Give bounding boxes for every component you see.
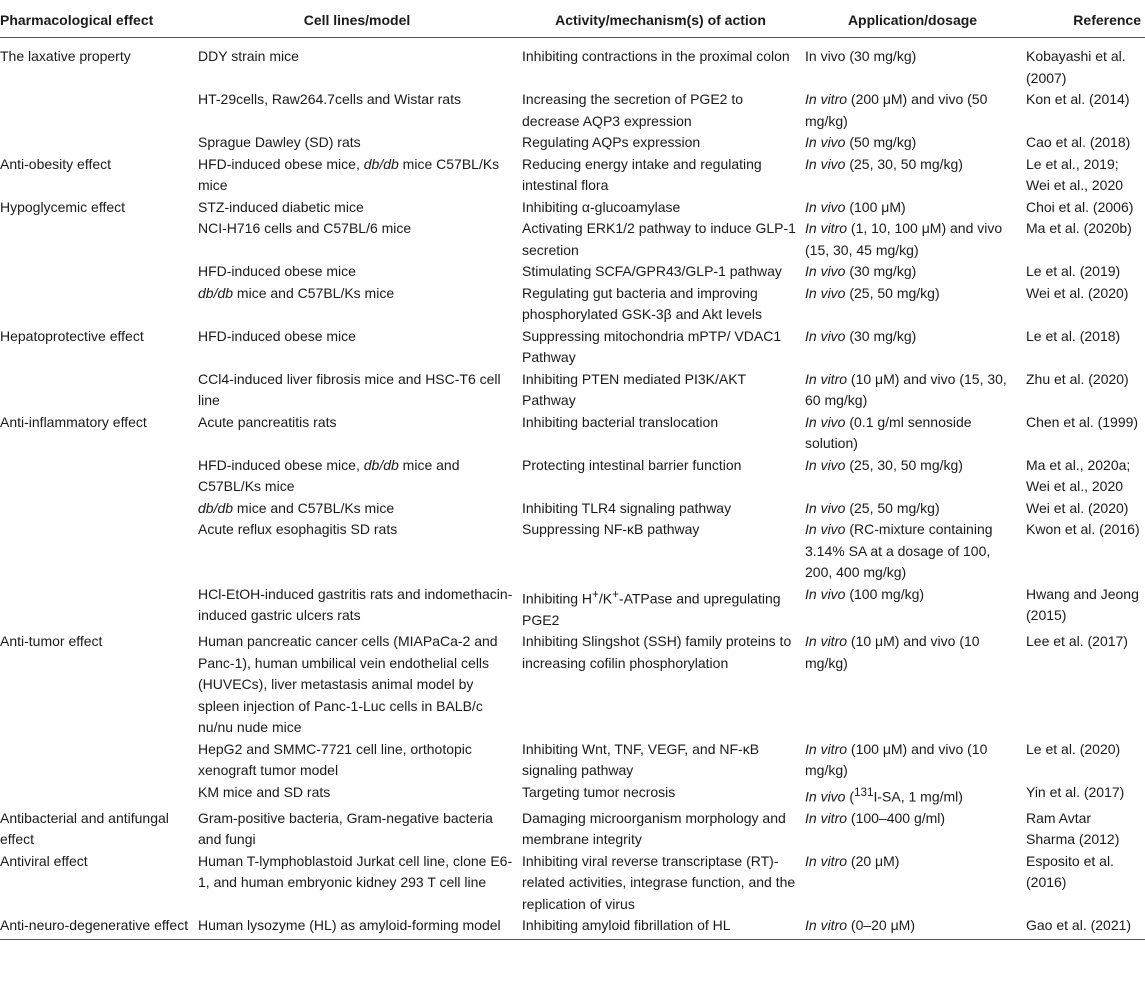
- cell-effect: Anti-obesity effect: [0, 155, 112, 172]
- cell-effect: [0, 283, 195, 326]
- cell-dosage: In vivo (0.1 g/ml sennoside solution): [805, 413, 972, 451]
- cell-mechanism: Stimulating SCFA/GPR43/GLP-1 pathway: [522, 263, 782, 279]
- cell-dosage: In vitro (10 μM) and vivo (10 mg/kg): [805, 633, 980, 671]
- cell-effect: [0, 132, 195, 154]
- cell-effect: [0, 782, 195, 808]
- cell-reference: Esposito et al. (2016): [1026, 852, 1114, 891]
- cell-model: Human T-lymphoblastoid Jurkat cell line, clone E6-1, and human embryonic kidney 293 T cell line: [198, 852, 513, 891]
- cell-model: Acute reflux esophagitis SD rats: [198, 521, 398, 537]
- table-row: [0, 412, 1145, 455]
- cell-effect: Hypoglycemic effect: [0, 198, 126, 215]
- table-row: [0, 218, 1145, 261]
- table-row: [0, 915, 1145, 939]
- cell-effect: Hepatoprotective effect: [0, 327, 144, 344]
- cell-mechanism: Activating ERK1/2 pathway to induce GLP-1 secretion: [522, 220, 796, 258]
- cell-mechanism: Inhibiting bacterial translocation: [522, 413, 719, 430]
- cell-reference: Lee et al. (2017): [1026, 633, 1128, 650]
- cell-mechanism: Inhibiting TLR4 signaling pathway: [522, 499, 732, 516]
- table-row: [0, 782, 1145, 808]
- cell-dosage: In vitro (0–20 μM): [802, 915, 1023, 939]
- cell-dosage: In vivo (25, 50 mg/kg): [805, 284, 940, 301]
- cell-reference: Chen et al. (1999): [1026, 413, 1139, 430]
- cell-effect: [0, 519, 195, 584]
- cell-mechanism: Protecting intestinal barrier function: [522, 456, 742, 473]
- cell-mechanism: Inhibiting H+/K+-ATPase and upregulating PGE2: [522, 587, 781, 628]
- cell-mechanism: Inhibiting viral reverse transcriptase (RT)-related activities, integrase function, and the replication of virus: [522, 852, 796, 912]
- table-row: [0, 261, 1145, 283]
- cell-mechanism: Inhibiting PTEN mediated PI3K/AKT Pathway: [522, 370, 746, 408]
- cell-effect: [0, 369, 195, 412]
- cell-dosage: In vivo (25, 30, 50 mg/kg): [805, 456, 963, 473]
- cell-mechanism: Inhibiting α-glucoamylase: [522, 198, 681, 215]
- cell-model: HCl-EtOH-induced gastritis rats and indomethacin-induced gastric ulcers rats: [198, 585, 513, 623]
- cell-effect: Anti-neuro-degenerative effect: [0, 915, 195, 939]
- cell-effect: The laxative property: [0, 48, 131, 64]
- cell-reference: Kon et al. (2014): [1026, 91, 1130, 107]
- cell-model: Sprague Dawley (SD) rats: [198, 134, 361, 150]
- cell-reference: Le et al. (2020): [1026, 740, 1121, 757]
- table-row: [0, 38, 1145, 90]
- table-row: [0, 808, 1145, 851]
- cell-mechanism: Suppressing NF-κB pathway: [522, 521, 700, 537]
- cell-dosage: In vitro (20 μM): [805, 852, 900, 869]
- cell-model: db/db mice and C57BL/Ks mice: [198, 284, 395, 301]
- cell-reference: Yin et al. (2017): [1026, 783, 1125, 800]
- cell-model: HFD-induced obese mice: [198, 263, 356, 279]
- header-dosage: Application/dosage: [802, 0, 1023, 38]
- cell-effect: [0, 261, 195, 283]
- cell-model: KM mice and SD rats: [198, 783, 331, 800]
- cell-model: Human lysozyme (HL) as amyloid-forming model: [195, 915, 519, 939]
- header-reference: Reference: [1023, 0, 1145, 38]
- cell-dosage: In vitro (1, 10, 100 μM) and vivo (15, 30, 45 mg/kg): [805, 220, 1003, 258]
- cell-dosage: In vivo (50 mg/kg): [805, 134, 917, 150]
- table-row: [0, 132, 1145, 154]
- cell-reference: Hwang and Jeong (2015): [1026, 585, 1139, 623]
- cell-mechanism: Regulating gut bacteria and improving phosphorylated GSK-3β and Akt levels: [522, 284, 762, 322]
- cell-reference: Le et al., 2019; Wei et al., 2020: [1026, 155, 1124, 193]
- cell-dosage: In vivo (25, 30, 50 mg/kg): [805, 155, 963, 172]
- cell-reference: Ma et al., 2020a; Wei et al., 2020: [1026, 456, 1131, 494]
- cell-model: NCI-H716 cells and C57BL/6 mice: [198, 220, 412, 236]
- cell-mechanism: Inhibiting amyloid fibrillation of HL: [519, 915, 802, 939]
- cell-mechanism: Regulating AQPs expression: [522, 134, 701, 150]
- cell-mechanism: Targeting tumor necrosis: [522, 783, 676, 800]
- cell-dosage: In vivo (RC-mixture containing 3.14% SA at a dosage of 100, 200, 400 mg/kg): [805, 521, 993, 580]
- header-mechanism: Activity/mechanism(s) of action: [519, 0, 802, 38]
- cell-model: HFD-induced obese mice, db/db mice and C57BL/Ks mice: [198, 456, 460, 494]
- cell-reference: Le et al. (2019): [1026, 263, 1121, 279]
- table-row: [0, 154, 1145, 197]
- cell-effect: [0, 455, 195, 498]
- cell-reference: Ram Avtar Sharma (2012): [1026, 809, 1120, 848]
- cell-mechanism: Inhibiting Wnt, TNF, VEGF, and NF-κB signaling pathway: [522, 740, 760, 779]
- cell-mechanism: Reducing energy intake and regulating intestinal flora: [522, 155, 762, 193]
- table-row: [0, 283, 1145, 326]
- cell-model: DDY strain mice: [198, 48, 299, 64]
- table-row: [0, 584, 1145, 632]
- table-row: [0, 197, 1145, 219]
- table-row: [0, 519, 1145, 584]
- cell-dosage: In vivo (30 mg/kg): [805, 327, 917, 344]
- cell-model: STZ-induced diabetic mice: [198, 198, 364, 215]
- cell-effect: [0, 89, 195, 132]
- cell-reference: Zhu et al. (2020): [1026, 370, 1129, 387]
- header-effect: Pharmacological effect: [0, 0, 195, 38]
- cell-reference: Le et al. (2018): [1026, 327, 1121, 344]
- cell-dosage: In vitro (10 μM) and vivo (15, 30, 60 mg/kg): [805, 370, 1007, 408]
- cell-effect: Antibacterial and antifungal effect: [0, 809, 169, 848]
- cell-reference: Gao et al. (2021): [1023, 915, 1145, 939]
- cell-dosage: In vitro (200 μM) and vivo (50 mg/kg): [805, 91, 988, 129]
- cell-dosage: In vitro (100 μM) and vivo (10 mg/kg): [805, 740, 988, 779]
- cell-reference: Kwon et al. (2016): [1026, 521, 1140, 537]
- table-row: [0, 851, 1145, 916]
- cell-dosage: In vivo (100 μM): [805, 198, 906, 215]
- cell-model: HepG2 and SMMC-7721 cell line, orthotopic xenograft tumor model: [198, 740, 472, 779]
- cell-model: Gram-positive bacteria, Gram-negative bacteria and fungi: [198, 809, 493, 848]
- cell-model: HFD-induced obese mice: [198, 327, 356, 344]
- cell-model: db/db mice and C57BL/Ks mice: [198, 499, 395, 516]
- cell-dosage: In vitro (100–400 g/ml): [805, 809, 946, 826]
- cell-mechanism: Suppressing mitochondria mPTP/ VDAC1 Pathway: [522, 327, 782, 365]
- cell-dosage: In vivo (100 mg/kg): [805, 585, 925, 602]
- cell-model: Acute pancreatitis rats: [198, 413, 337, 430]
- cell-reference: Wei et al. (2020): [1026, 499, 1129, 516]
- table-row: [0, 631, 1145, 739]
- cell-effect: [0, 498, 195, 520]
- cell-mechanism: Damaging microorganism morphology and membrane integrity: [522, 809, 786, 848]
- cell-reference: Ma et al. (2020b): [1026, 220, 1132, 236]
- table-row: [0, 739, 1145, 782]
- cell-effect: [0, 739, 195, 782]
- cell-mechanism: Inhibiting contractions in the proximal colon: [522, 48, 790, 64]
- table-body: [0, 38, 1145, 940]
- cell-reference: Wei et al. (2020): [1026, 284, 1129, 301]
- table-row: [0, 326, 1145, 369]
- cell-dosage: In vivo (30 mg/kg): [805, 263, 917, 279]
- cell-reference: Cao et al. (2018): [1026, 134, 1131, 150]
- cell-mechanism: Increasing the secretion of PGE2 to decrease AQP3 expression: [522, 91, 744, 129]
- table-row: [0, 89, 1145, 132]
- cell-effect: Antiviral effect: [0, 852, 88, 869]
- table-row: [0, 369, 1145, 412]
- cell-dosage: In vivo (25, 50 mg/kg): [805, 499, 940, 516]
- cell-model: Human pancreatic cancer cells (MIAPaCa-2 and Panc-1), human umbilical vein endothelial cells (HUVECs), liver metastasis animal model by spleen injection of Panc-1-Luc cells in BALB/c nu/nu nude mice: [198, 633, 498, 736]
- cell-reference: Choi et al. (2006): [1026, 198, 1134, 215]
- cell-model: HFD-induced obese mice, db/db mice C57BL/Ks mice: [198, 155, 500, 193]
- header-row: [0, 0, 1145, 38]
- cell-reference: Kobayashi et al. (2007): [1026, 48, 1126, 86]
- cell-effect: [0, 584, 195, 632]
- table-row: [0, 498, 1145, 520]
- cell-model: HT-29cells, Raw264.7cells and Wistar rats: [198, 91, 461, 107]
- cell-effect: [0, 218, 195, 261]
- cell-dosage: In vivo (30 mg/kg): [805, 48, 917, 64]
- cell-effect: Anti-tumor effect: [0, 633, 103, 650]
- cell-effect: Anti-inflammatory effect: [0, 413, 147, 430]
- cell-mechanism: Inhibiting Slingshot (SSH) family proteins to increasing cofilin phosphorylation: [522, 633, 792, 671]
- table-row: [0, 455, 1145, 498]
- cell-model: CCl4-induced liver fibrosis mice and HSC-T6 cell line: [198, 370, 501, 408]
- cell-dosage: In vivo ($^{131}$I-SA, 1 mg/ml): [805, 785, 963, 805]
- header-model: Cell lines/model: [195, 0, 519, 38]
